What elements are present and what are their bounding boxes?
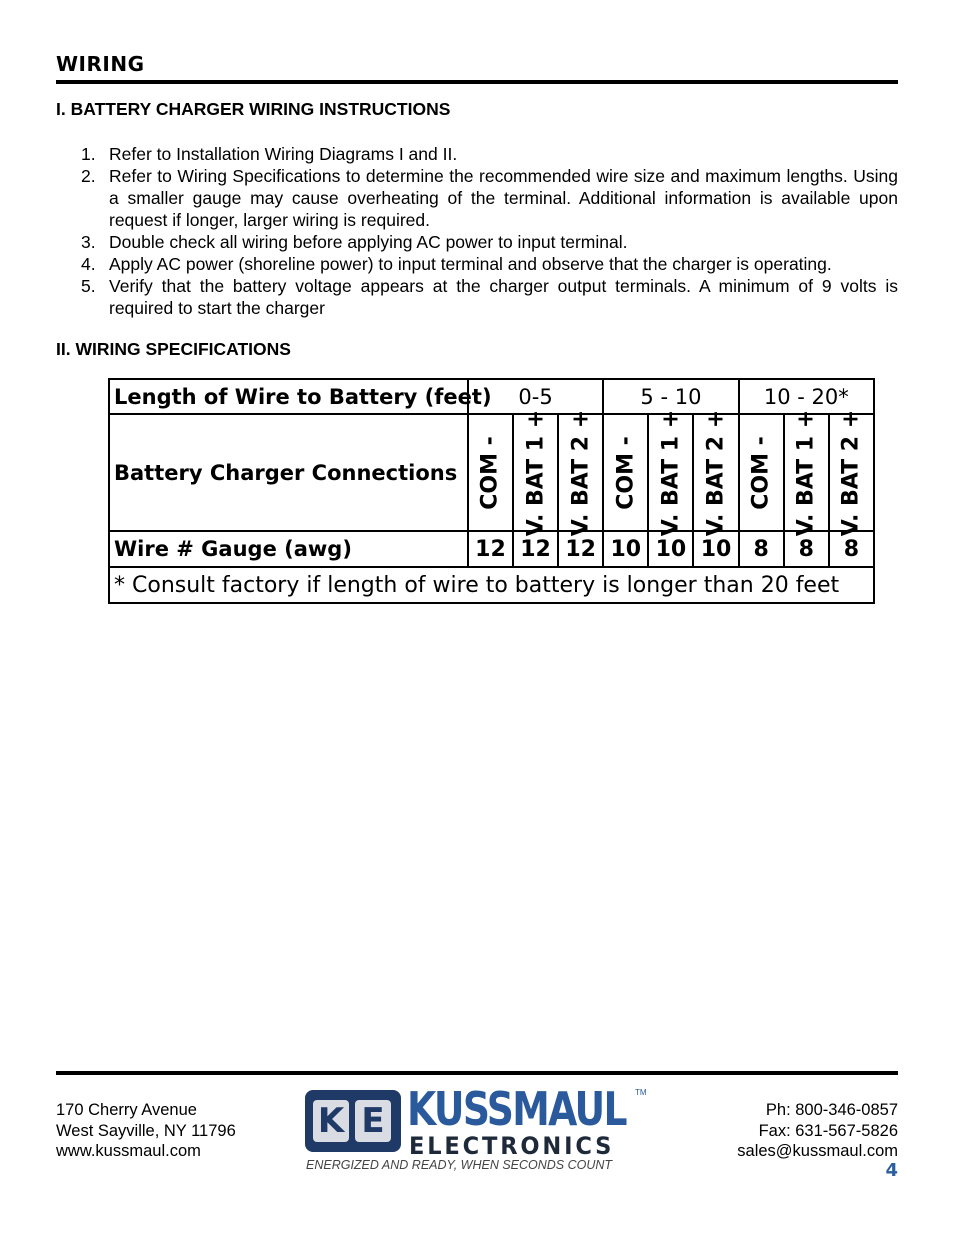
table-row-length: [109, 379, 874, 414]
kussmaul-logo: [305, 1082, 647, 1178]
logo-badge-k: K: [313, 1100, 349, 1142]
email-text: sales@kussmaul.com: [737, 1142, 898, 1160]
list-number: 5.: [81, 276, 96, 296]
logo-brand-name: KUSSMAUL: [407, 1082, 626, 1136]
gauge-cell: 10: [648, 531, 693, 567]
gauge-cell: 12: [558, 531, 603, 567]
gauge-cell: 12: [513, 531, 558, 567]
list-number: 1.: [81, 144, 96, 164]
gauge-cell: 8: [739, 531, 784, 567]
connection-label: V. BAT 2 +: [838, 409, 864, 536]
connection-cell: [648, 409, 693, 536]
list-item: [56, 253, 898, 275]
range-cell: 10 - 20*: [739, 379, 874, 414]
subheading-instructions: I. BATTERY CHARGER WIRING INSTRUCTIONS: [56, 99, 451, 119]
logo-badge-e: E: [355, 1100, 391, 1142]
table-row-gauge: [109, 531, 874, 567]
list-text: Refer to Wiring Specifications to determine the recommended wire size and maximum lengths. Using a smaller gauge may cause overheating of the terminal. Additional information is available upon request if longer, larger wiring is required.: [109, 166, 898, 230]
connection-label: COM -: [477, 435, 503, 510]
logo-subtitle: ELECTRONICS: [409, 1132, 615, 1160]
logo-badge: [305, 1090, 401, 1152]
subheading-specifications: II. WIRING SPECIFICATIONS: [56, 339, 291, 359]
page-number: 4: [885, 1160, 898, 1181]
connection-cell: [603, 414, 648, 531]
wiring-spec-table: [108, 378, 875, 604]
instruction-list: [56, 143, 898, 319]
connection-cell: [558, 409, 603, 536]
connection-cell: [739, 414, 784, 531]
logo-trademark: TM: [635, 1088, 647, 1097]
range-cell: 0-5: [468, 379, 603, 414]
connection-cell: [468, 414, 513, 531]
gauge-cell: 8: [784, 531, 829, 567]
list-number: 2.: [81, 166, 96, 186]
phone-text: Ph: 800-346-0857: [765, 1101, 898, 1119]
address-line: West Sayville, NY 11796: [56, 1121, 236, 1140]
list-text: Verify that the battery voltage appears at the charger output terminals. A minimum of 9 volts is required to start the charger: [109, 276, 898, 318]
footer-contact: [737, 1100, 898, 1162]
connection-label: V. BAT 1 +: [793, 409, 819, 536]
connection-cell: [784, 409, 829, 536]
connection-label: V. BAT 2 +: [568, 409, 594, 536]
row-label-gauge: Wire # Gauge (awg): [109, 531, 468, 567]
connection-label: V. BAT 1 +: [523, 409, 549, 536]
gauge-cell: 10: [693, 531, 738, 567]
connection-label: COM -: [613, 435, 639, 510]
list-item: [56, 143, 898, 165]
connection-cell: [829, 409, 874, 536]
list-text: Apply AC power (shoreline power) to input terminal and observe that the charger is operating.: [109, 254, 832, 274]
table-footnote: * Consult factory if length of wire to battery is longer than 20 feet: [109, 567, 874, 603]
connection-label: V. BAT 2 +: [703, 409, 729, 536]
connection-label: V. BAT 1 +: [658, 409, 684, 536]
logo-tagline: ENERGIZED AND READY, WHEN SECONDS COUNT: [306, 1158, 613, 1172]
connection-cell: [693, 409, 738, 536]
section-title: WIRING: [56, 52, 145, 76]
range-cell: 5 - 10: [603, 379, 738, 414]
list-text: Refer to Installation Wiring Diagrams I and II.: [109, 144, 458, 164]
list-item: [56, 231, 898, 253]
footer-address: [56, 1100, 236, 1162]
footer-rule: [56, 1071, 898, 1075]
gauge-cell: 10: [603, 531, 648, 567]
list-number: 4.: [81, 254, 96, 274]
fax-text: Fax: 631-567-5826: [758, 1121, 898, 1140]
table-row-note: [109, 567, 874, 603]
connection-cell: [513, 409, 558, 536]
list-item: [56, 275, 898, 319]
connection-label: COM -: [748, 435, 774, 510]
list-text: Double check all wiring before applying AC power to input terminal.: [109, 232, 628, 252]
address-line: 170 Cherry Avenue: [56, 1101, 197, 1119]
list-number: 3.: [81, 232, 96, 252]
header-rule: [56, 80, 898, 84]
list-item: [56, 165, 898, 231]
row-label-length: Length of Wire to Battery (feet): [109, 379, 468, 414]
gauge-cell: 8: [829, 531, 874, 567]
gauge-cell: 12: [468, 531, 513, 567]
row-label-connections: Battery Charger Connections: [109, 414, 468, 531]
table-row-connections: [109, 414, 874, 531]
website-text: www.kussmaul.com: [56, 1142, 201, 1160]
